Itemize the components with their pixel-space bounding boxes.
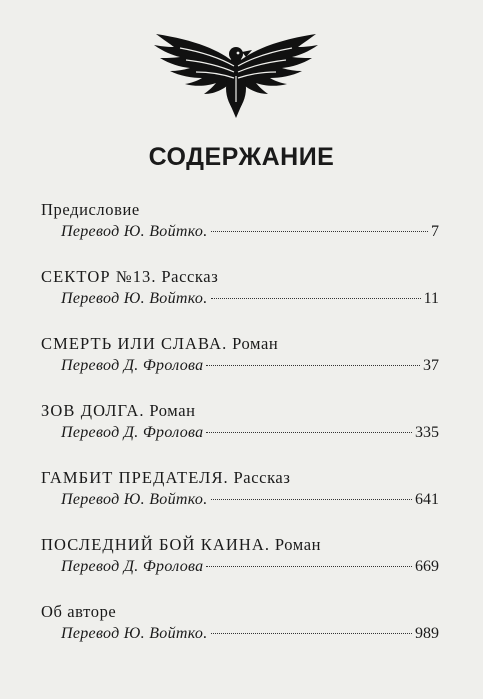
entry-genre: Рассказ — [233, 468, 291, 487]
toc-entry — [39, 334, 439, 401]
translator-credit: Перевод Д. Фролова — [61, 357, 204, 374]
toc-entry — [39, 535, 439, 602]
translator-credit: Перевод Ю. Войтко. — [61, 290, 208, 307]
entry-title: ЗОВ ДОЛГА. Роман — [41, 401, 196, 420]
page-number: 989 — [415, 625, 439, 642]
page-number: 37 — [423, 357, 439, 374]
dot-leader — [211, 499, 413, 500]
translator-credit: Перевод Д. Фролова — [61, 424, 204, 441]
translator-credit: Перевод Д. Фролова — [61, 558, 204, 575]
entry-genre: Роман — [232, 334, 279, 353]
page-title: СОДЕРЖАНИЕ — [148, 143, 335, 171]
translator-credit: Перевод Ю. Войтко. — [61, 625, 208, 642]
entry-title: ГАМБИТ ПРЕДАТЕЛЯ. Рассказ — [41, 468, 291, 487]
toc-entry — [39, 468, 439, 535]
page-number: 335 — [415, 424, 439, 441]
toc-entry — [39, 267, 439, 334]
page-number: 641 — [415, 491, 439, 508]
dot-leader — [206, 432, 412, 433]
toc-entry — [39, 401, 439, 468]
entry-title: Об авторе — [41, 602, 117, 621]
toc-entry — [39, 200, 439, 267]
dot-leader — [211, 298, 421, 299]
table-of-contents — [39, 200, 439, 669]
entry-genre: Рассказ — [161, 267, 219, 286]
entry-title: СЕКТОР №13. Рассказ — [41, 267, 219, 286]
page-number: 11 — [423, 290, 439, 307]
page-number: 669 — [415, 558, 439, 575]
dot-leader — [206, 365, 420, 366]
translator-credit: Перевод Ю. Войтко. — [61, 491, 208, 508]
dot-leader — [206, 566, 412, 567]
entry-title: Предисловие — [41, 200, 140, 219]
entry-genre: Роман — [274, 535, 322, 554]
page-number: 7 — [431, 223, 439, 240]
translator-credit: Перевод Ю. Войтко. — [61, 223, 208, 240]
entry-title: СМЕРТЬ ИЛИ СЛАВА. Роман — [41, 334, 279, 353]
entry-genre: Роман — [149, 401, 196, 420]
dot-leader — [211, 231, 429, 232]
dot-leader — [211, 633, 413, 634]
entry-title: ПОСЛЕДНИЙ БОЙ КАИНА. Роман — [41, 535, 322, 554]
aquila-eagle-icon — [150, 28, 322, 118]
toc-entry — [39, 602, 439, 669]
